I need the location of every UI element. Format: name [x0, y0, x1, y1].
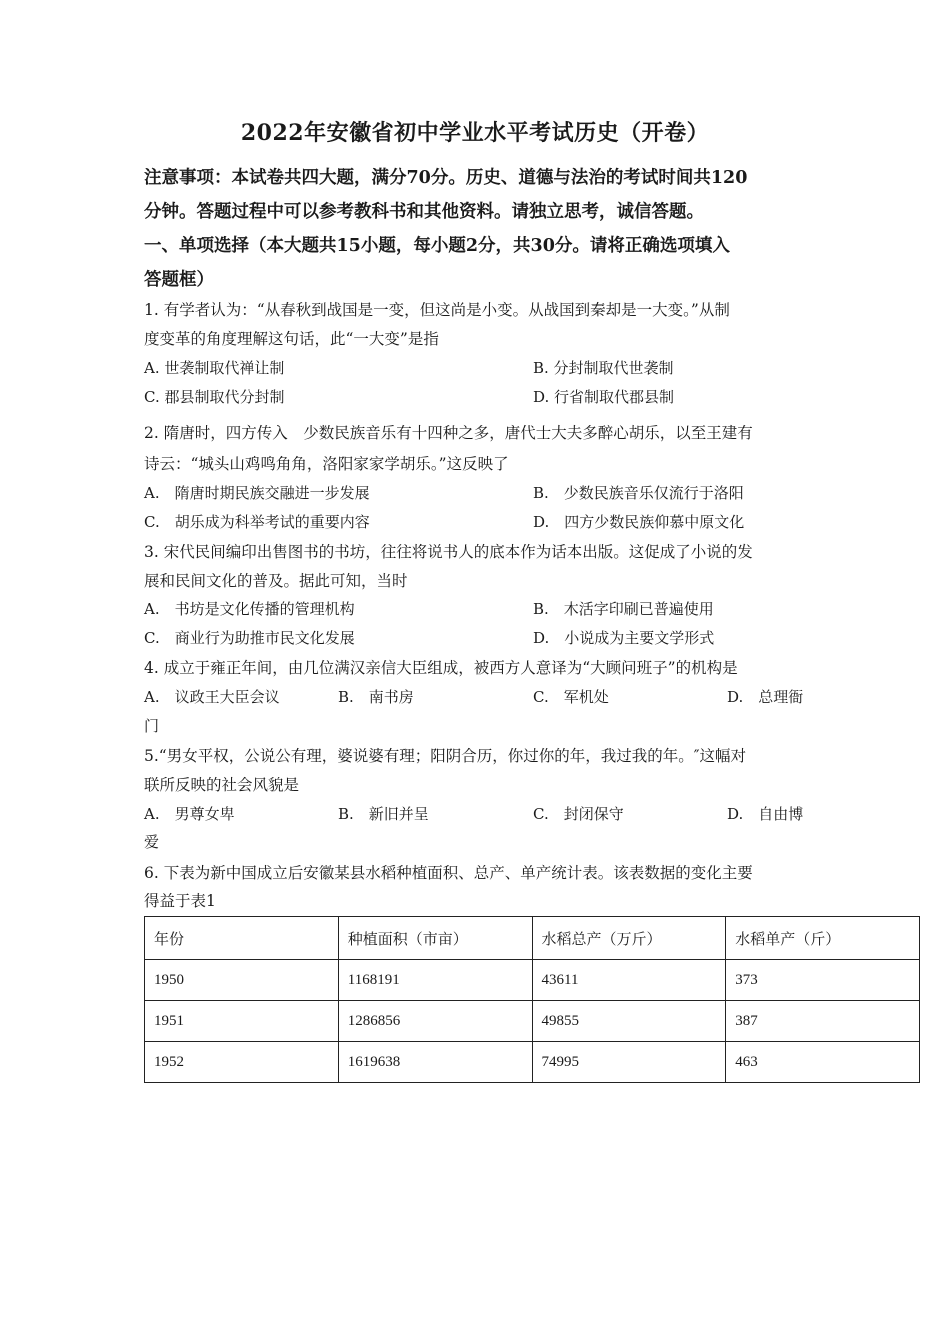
question-4-option-b: B. 南书房 [338, 688, 414, 706]
exam-title: 2022年安徽省初中学业水平考试历史（开卷） [240, 120, 710, 146]
table-header-cell: 种植面积（市亩） [338, 917, 532, 960]
question-5-option-d: D. 自由博 [727, 805, 804, 823]
question-2-option-b: B. 少数民族音乐仅流行于洛阳 [533, 484, 744, 502]
question-2-option-c: C. 胡乐成为科举考试的重要内容 [144, 513, 370, 531]
question-1-option-a: A. 世袭制取代禅让制 [144, 359, 285, 377]
question-5-line-1: 5.“男女平权，公说公有理，婆说婆有理；阳阴合历，你过你的年，我过我的年。″这幅对 [144, 747, 747, 765]
question-1-line-2: 度变革的角度理解这句话，此“一大变”是指 [144, 330, 439, 348]
table-cell: 43611 [532, 960, 726, 1001]
question-3-option-c: C. 商业行为助推市民文化发展 [144, 629, 355, 647]
question-1-option-d: D. 行省制取代郡县制 [533, 388, 675, 406]
table-header-row [145, 917, 920, 960]
table-row [145, 1001, 920, 1042]
question-3-option-d: D. 小说成为主要文学形式 [533, 629, 715, 647]
notice-line-1: 注意事项：本试卷共四大题，满分70分。历史、道德与法治的考试时间共120 [144, 168, 748, 188]
table-header-cell: 年份 [145, 917, 339, 960]
question-3-line-2: 展和民间文化的普及。据此可知，当时 [144, 572, 408, 590]
question-5-line-2: 联所反映的社会风貌是 [144, 776, 300, 794]
question-2-option-d: D. 四方少数民族仰慕中原文化 [533, 513, 745, 531]
question-5-option-c: C. 封闭保守 [533, 805, 624, 823]
table-cell: 463 [726, 1042, 920, 1083]
question-2-option-a: A. 隋唐时期民族交融进一步发展 [144, 484, 370, 502]
table-cell: 49855 [532, 1001, 726, 1042]
table-cell: 1951 [145, 1001, 339, 1042]
table-cell: 1168191 [338, 960, 532, 1001]
table-cell: 1619638 [338, 1042, 532, 1083]
question-6-line-1: 6. 下表为新中国成立后安徽某县水稻种植面积、总产、单产统计表。该表数据的变化主要 [144, 864, 753, 882]
question-5-option-d-wrap: 爱 [144, 833, 160, 851]
question-2-line-1: 2. 隋唐时，四方传入 少数民族音乐有十四种之多，唐代士大夫多醉心胡乐，以至王建有 [144, 424, 753, 442]
section-heading-line-1: 一、单项选择（本大题共15小题，每小题2分，共30分。请将正确选项填入 [144, 236, 730, 256]
question-1-option-c: C. 郡县制取代分封制 [144, 388, 285, 406]
question-1-line-1: 1. 有学者认为：“从春秋到战国是一变，但这尚是小变。从战国到秦却是一大变。”从制 [144, 301, 730, 319]
table-cell: 387 [726, 1001, 920, 1042]
table-row [145, 960, 920, 1001]
table-cell: 1952 [145, 1042, 339, 1083]
table-header-cell: 水稻单产（斤） [726, 917, 920, 960]
section-heading-line-2: 答题框） [144, 270, 214, 290]
table-cell: 373 [726, 960, 920, 1001]
question-6-line-2: 得益于表1 [144, 892, 216, 910]
question-4-option-d: D. 总理衙 [727, 688, 804, 706]
question-3-option-a: A. 书坊是文化传播的管理机构 [144, 600, 355, 618]
question-4-option-c: C. 军机处 [533, 688, 609, 706]
question-2-line-2: 诗云：“城头山鸡鸣角角，洛阳家家学胡乐。”这反映了 [144, 455, 509, 473]
question-4-option-a: A. 议政王大臣会议 [144, 688, 280, 706]
question-5-option-b: B. 新旧并呈 [338, 805, 429, 823]
rice-statistics-table [144, 916, 920, 1083]
table-row [145, 1042, 920, 1083]
question-3-option-b: B. 木活字印刷已普遍使用 [533, 600, 714, 618]
table-cell: 1286856 [338, 1001, 532, 1042]
table-cell: 1950 [145, 960, 339, 1001]
question-3-line-1: 3. 宋代民间编印出售图书的书坊，往往将说书人的底本作为话本出版。这促成了小说的发 [144, 543, 753, 561]
table-header-cell: 水稻总产（万斤） [532, 917, 726, 960]
question-1-option-b: B. 分封制取代世袭制 [533, 359, 674, 377]
notice-line-2: 分钟。答题过程中可以参考教科书和其他资料。请独立思考，诚信答题。 [144, 202, 704, 222]
question-4-option-d-wrap: 门 [144, 717, 160, 735]
question-4-line-1: 4. 成立于雍正年间，由几位满汉亲信大臣组成，被西方人意译为“大顾问班子”的机构是 [144, 659, 738, 677]
question-5-option-a: A. 男尊女卑 [144, 805, 235, 823]
table-cell: 74995 [532, 1042, 726, 1083]
